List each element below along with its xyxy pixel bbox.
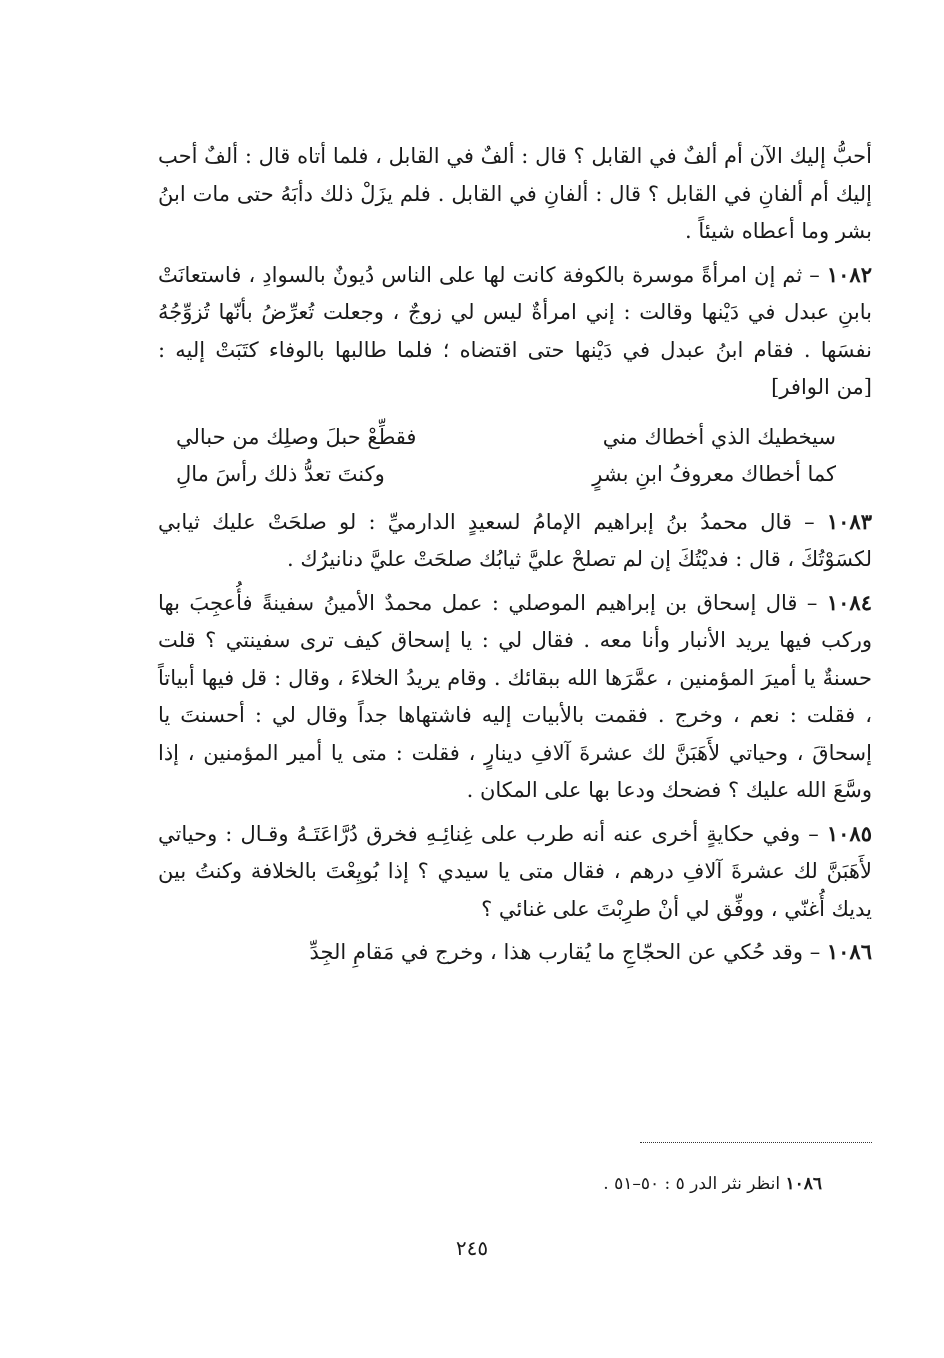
page-number: ٢٤٥ bbox=[455, 1236, 489, 1260]
paragraph-text: قال محمدُ بنُ إبراهيم الإمامُ لسعيدٍ الدارميِّ : لو صلحَتْ عليك ثيابي لكسَوْتُكَ ، قال : فديْتُكَ إن لم تصلحْ عليَّ ثيابُك صلحَتْ عليَّ دنانيرُك . bbox=[158, 509, 872, 571]
paragraph-1084 bbox=[158, 584, 872, 810]
footnote-divider bbox=[640, 1142, 872, 1143]
verse-line bbox=[176, 456, 836, 493]
paragraph-intro bbox=[158, 138, 872, 251]
entry-number: ١٠٨٦ bbox=[826, 939, 872, 964]
verse-line bbox=[176, 419, 836, 456]
entry-separator: – bbox=[804, 509, 815, 534]
meter-label: [من الوافر] bbox=[771, 375, 872, 399]
paragraph-text: ثم إن امرأةً موسرة بالكوفة كانت لها على الناس دُيونٌ بالسوادِ ، فاستعانَتْ بابنِ عبدل في دَيْنها وقالت : إني امرأةٌ ليس لي زوجٌ ، وجعلت تُعرِّضُ بأنّها تُزوِّجُهُ نفسَها . فقام ابنُ عبدل في دَيْنها حتى اقتضاه ؛ فلما طالبها بالوفاء كتَبَتْ إليه : bbox=[158, 262, 872, 362]
entry-separator: – bbox=[809, 940, 821, 964]
verse-first-hemistich: سيخطيك الذي أخطاك مني bbox=[602, 424, 836, 449]
footnote bbox=[158, 1170, 822, 1198]
paragraph-text: وقد حُكي عن الحجّاجِ ما يُقارب هذا ، وخرج في مَقامِ الجِدِّ bbox=[309, 940, 803, 964]
verse-first-hemistich: كما أخطاك معروفُ ابنِ بشرٍ bbox=[592, 461, 836, 486]
entry-number: ١٠٨٢ bbox=[826, 261, 872, 287]
entry-number: ١٠٨٥ bbox=[826, 820, 872, 846]
paragraph-1082 bbox=[158, 256, 872, 407]
entry-separator: – bbox=[809, 262, 820, 287]
poem bbox=[158, 419, 872, 493]
entry-number: ١٠٨٤ bbox=[826, 589, 872, 615]
paragraph-text: أحبُّ إليك الآن أم ألفٌ في القابل ؟ قال : ألفٌ في القابل ، فلما أتاه قال : ألفٌ أحب إليك أم ألفانِ في القابل ؟ قال : ألفانِ في القابل . فلم يزَلْ ذلك دأبَهُ حتى مات ابنُ بشر وما أعطاه شيئاً . bbox=[158, 144, 872, 243]
entry-separator: – bbox=[806, 590, 818, 615]
footnote-text: انظر نثر الدر ٥ : ٥٠–٥١ . bbox=[603, 1174, 781, 1194]
paragraph-text: وفي حكايةٍ أخرى عنه أنه طرب على غِنائِـهِ فخرق دُرَّاعَتَـهُ وقـال : وحياتي لأَهَبَنَّ لك عشرةَ آلافِ درهم ، فقال متى يا سيدي ؟ إذا بُويِعْتَ بالخلافة وكنتُ بين يديك أُغنّي ، ووفِّق لي أنْ طرِبْتَ على غنائي ؟ bbox=[158, 821, 872, 921]
paragraph-1085 bbox=[158, 815, 872, 929]
paragraph-1086 bbox=[158, 933, 872, 972]
entry-number: ١٠٨٣ bbox=[826, 508, 872, 534]
verse-second-hemistich: وكنتَ تعدُّ ذلك رأسَ مالِ bbox=[176, 461, 385, 486]
verse-second-hemistich: فقطِّعْ حبلَ وصلِك من حبالي bbox=[176, 424, 417, 449]
footnote-number: ١٠٨٦ bbox=[785, 1174, 822, 1194]
entry-separator: – bbox=[808, 821, 819, 846]
paragraph-1083 bbox=[158, 503, 872, 579]
paragraph-text: قال إسحاق بن إبراهيم الموصلي : عمل محمدٌ الأمينُ سفينةً فأُعجِبَ بها وركب فيها يريد الأنبار وأنا معه . فقال لي : يا إسحاق كيف ترى سفينتي ؟ قلت حسنةٌ يا أميرَ المؤمنين ، عمَّرَها الله ببقائك . وقام يريدُ الخلاءَ ، وقال : قل فيها أبياتاً ، فقلت : نعم ، وخرج . فقمت بالأبيات إليه فاشتهاها جداً وقال لي : أحسنتَ يا إسحاقَ ، وحياتي لأَهَبَنَّ لك عشرةَ آلافِ دينارٍ ، فقلت : متى يا أمير المؤمنين ، إذا وسَّعَ الله عليك ؟ فضحك ودعا بها على المكان . bbox=[158, 590, 872, 802]
main-text bbox=[158, 138, 872, 977]
